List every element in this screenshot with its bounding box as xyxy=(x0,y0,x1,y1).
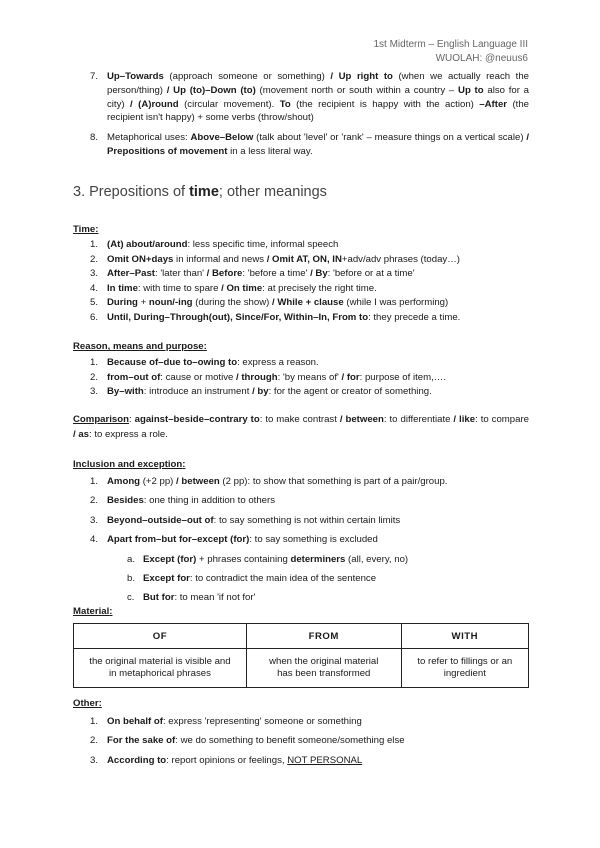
item-number: 2. xyxy=(90,495,99,507)
text-run: : to differentiate xyxy=(383,414,454,425)
text-run: On behalf of xyxy=(107,716,163,727)
text-run: (while I was performing) xyxy=(343,297,449,308)
item-number: 3. xyxy=(90,386,99,397)
item-number: 7. xyxy=(90,71,99,82)
text-run: / Before xyxy=(206,268,243,279)
item-number: 3. xyxy=(90,268,99,279)
text-run: According to xyxy=(107,754,167,766)
text-run: (movement north or south within a country – xyxy=(255,84,459,96)
text-run: (At) about/around xyxy=(107,239,188,250)
sub-list-item xyxy=(73,550,529,569)
text-run: (the recipient isn't happy) + some verbs (throw/shout) xyxy=(107,98,529,124)
reason-list xyxy=(73,356,529,400)
item-number: 3. xyxy=(90,514,99,526)
text-run: / like xyxy=(453,414,476,425)
table-header-cell: FROM xyxy=(246,624,401,649)
text-run: Until, During–Through(out), Since/For, Within–In, From to xyxy=(107,311,369,323)
other-list xyxy=(73,712,529,770)
text-run: In time xyxy=(107,282,138,294)
text-run: : to say something is not within certain limits xyxy=(213,514,401,526)
sub-list-item xyxy=(73,588,529,607)
text-run: / On time xyxy=(221,282,263,294)
text-run: Metaphorical uses: xyxy=(107,132,191,144)
item-letter: c. xyxy=(127,592,135,604)
text-run: / as xyxy=(73,428,90,440)
text-run: : xyxy=(128,414,135,425)
text-run: : 'before or at a time' xyxy=(327,268,415,279)
item-number: 1. xyxy=(90,716,99,727)
text-run: against–beside–contrary to xyxy=(134,414,260,425)
reason-heading: Reason, means and purpose: xyxy=(73,341,207,352)
header-author: WUOLAH: @neuus6 xyxy=(435,53,528,64)
text-run: / (A)round xyxy=(130,98,179,110)
list-item xyxy=(73,131,529,159)
list-item xyxy=(73,530,529,549)
comparison-paragraph xyxy=(73,413,529,442)
list-item xyxy=(73,311,529,326)
text-run: / By xyxy=(310,268,328,279)
text-run: But for xyxy=(143,592,175,604)
list-item xyxy=(73,731,529,750)
text-run: (during the show) xyxy=(192,297,272,308)
text-run: in informal and news xyxy=(173,253,267,265)
material-heading: Material: xyxy=(73,606,113,617)
text-run: Because of–due to–owing to xyxy=(107,357,238,368)
text-run: : we do something to benefit someone/something else xyxy=(175,735,405,747)
text-run: : express 'representing' someone or something xyxy=(162,716,362,727)
text-run: determiners xyxy=(290,553,346,565)
text-run: Up–Towards xyxy=(107,71,164,82)
text-run: Comparison xyxy=(73,414,129,425)
text-run: : they precede a time. xyxy=(368,311,461,323)
table-cell: to refer to fillings or an ingredient xyxy=(401,649,528,688)
item-number: 2. xyxy=(90,371,99,383)
item-number: 6. xyxy=(90,311,99,323)
text-run: / While + clause xyxy=(272,297,344,308)
time-heading: Time: xyxy=(73,224,99,235)
text-run: To xyxy=(279,98,291,110)
text-run: : report opinions or feelings, xyxy=(166,754,288,766)
item-number: 3. xyxy=(90,754,99,766)
text-run: : to make contrast xyxy=(259,414,340,425)
text-run: Except (for) xyxy=(143,553,197,565)
item-number: 1. xyxy=(90,357,99,368)
list-item xyxy=(73,472,529,491)
text-run: +adv/adv phrases (today…) xyxy=(341,253,460,265)
text-run: (talk about 'level' or 'rank' – measure things on a vertical scale) xyxy=(253,132,527,144)
text-run: (circular movement). xyxy=(178,98,280,110)
text-run: from–out of xyxy=(107,371,161,383)
text-run: : to mean 'if not for' xyxy=(174,592,256,604)
text-run: noun/-ing xyxy=(148,297,193,308)
text-run: : to contradict the main idea of the sentence xyxy=(189,573,377,585)
material-table xyxy=(73,623,529,688)
text-run: / between xyxy=(176,476,220,487)
list-item xyxy=(73,751,529,770)
text-run: + phrases containing xyxy=(196,553,291,565)
text-run: / Up right to xyxy=(330,71,393,82)
text-run: : for the agent or creator of something. xyxy=(268,386,432,397)
text-run: Apart from–but for–except (for) xyxy=(107,534,250,546)
item-number: 5. xyxy=(90,297,99,308)
table-header-cell: OF xyxy=(74,624,247,649)
text-run: Besides xyxy=(107,495,144,507)
sub-list-item xyxy=(73,569,529,588)
text-run: : at precisely the right time. xyxy=(262,282,377,294)
text-run: : to say something is excluded xyxy=(249,534,378,546)
text-run: : to compare xyxy=(475,414,529,425)
text-run: (+2 pp) xyxy=(140,476,177,487)
text-run: : 'before a time' xyxy=(242,268,311,279)
text-run: + xyxy=(137,297,149,308)
table-header-row xyxy=(74,624,529,649)
header-title: 1st Midterm – English Language III xyxy=(373,39,528,50)
text-run: : 'later than' xyxy=(155,268,207,279)
text-run: / Up (to)–Down (to) xyxy=(166,84,256,96)
text-run: Up to xyxy=(458,84,484,96)
item-number: 1. xyxy=(90,476,99,487)
text-run: also for a city) xyxy=(107,84,529,110)
item-letter: b. xyxy=(127,573,136,585)
text-run: Omit ON+days xyxy=(107,253,174,265)
list-item xyxy=(73,282,529,297)
text-run: : with time to spare xyxy=(137,282,222,294)
text-run: After–Past xyxy=(107,268,155,279)
text-run: (all, every, no) xyxy=(345,553,409,565)
list-item xyxy=(73,356,529,371)
text-run: By–with xyxy=(107,386,144,397)
text-run: / for xyxy=(341,371,360,383)
table-header-cell: WITH xyxy=(401,624,528,649)
text-run: (2 pp): to show that something is part of a pair/group. xyxy=(219,476,448,487)
list-item xyxy=(73,70,529,125)
list-item xyxy=(73,511,529,530)
text-run: / by xyxy=(252,386,269,397)
text-run: / through xyxy=(236,371,278,383)
text-run: : cause or motive xyxy=(160,371,237,383)
text-run: / Prepositions of movement xyxy=(107,132,530,157)
text-run: : introduce an instrument xyxy=(143,386,253,397)
item-number: 2. xyxy=(90,253,99,265)
item-number: 2. xyxy=(90,735,99,747)
inclusion-list xyxy=(73,472,529,608)
text-run: : 'by means of' xyxy=(277,371,342,383)
list-item xyxy=(73,371,529,386)
other-heading: Other: xyxy=(73,698,102,709)
table-cell: when the original material has been transformed xyxy=(246,649,401,688)
text-run: : purpose of item,…. xyxy=(359,371,447,383)
text-run: –After xyxy=(479,98,508,110)
list-item xyxy=(73,238,529,253)
time-list xyxy=(73,238,529,325)
list-item xyxy=(73,267,529,282)
text-run: Among xyxy=(107,476,141,487)
text-run: : one thing in addition to others xyxy=(143,495,276,507)
text-run: Except for xyxy=(143,573,190,585)
item-number: 4. xyxy=(90,534,99,546)
text-run: : express a reason. xyxy=(237,357,319,368)
text-run: / Omit AT, ON, IN xyxy=(266,253,342,265)
text-run: Beyond–outside–out of xyxy=(107,514,214,526)
movement-list xyxy=(73,70,529,165)
item-number: 1. xyxy=(90,239,99,250)
item-number: 8. xyxy=(90,132,99,144)
text-run: NOT PERSONAL xyxy=(287,754,363,766)
text-run: Above–Below xyxy=(190,132,254,144)
text-run: in a less literal way. xyxy=(227,145,313,157)
text-run: / between xyxy=(339,414,384,425)
text-run: : less specific time, informal speech xyxy=(187,239,339,250)
table-row xyxy=(74,649,529,688)
text-run: For the sake of xyxy=(107,735,176,747)
table-cell: the original material is visible and in metaphorical phrases xyxy=(74,649,247,688)
text-run: (approach someone or something) xyxy=(163,71,331,82)
list-item xyxy=(73,296,529,311)
item-number: 4. xyxy=(90,282,99,294)
text-run: (when we actually reach the person/thing) xyxy=(107,71,529,96)
list-item xyxy=(73,712,529,731)
text-run: : to express a role. xyxy=(89,428,168,440)
item-letter: a. xyxy=(127,553,136,565)
list-item xyxy=(73,253,529,268)
inclusion-heading: Inclusion and exception: xyxy=(73,459,186,470)
section-title: 3. Prepositions of time; other meanings xyxy=(73,184,327,200)
text-run: During xyxy=(107,297,138,308)
list-item xyxy=(73,385,529,400)
list-item xyxy=(73,491,529,510)
text-run: (the recipient is happy with the action) xyxy=(290,98,480,110)
